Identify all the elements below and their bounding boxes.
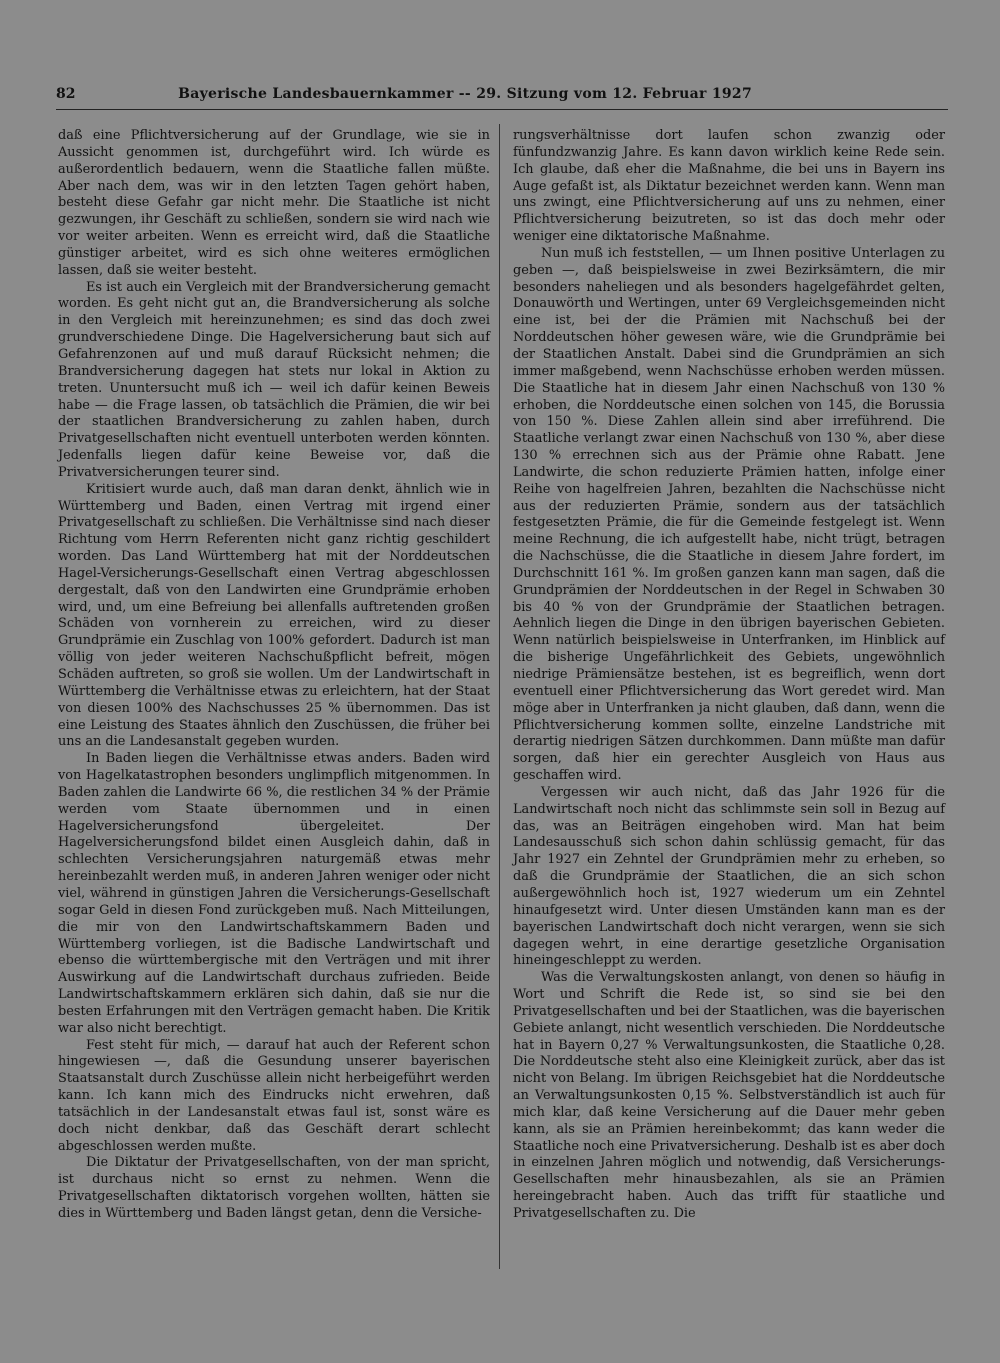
left-column [58,128,490,1223]
paragraph: daß eine Pflichtversicherung auf der Grundlage, wie sie in Aussicht genommen ist, durchgeführt wird. Ich würde es außerordentlich bedauern, wenn die Staatliche fallen müßte. Aber nach dem, was wir in den letzten Tagen gehört haben, besteht diese Gefahr gar nicht mehr. Die Staatliche ist nicht gezwungen, ihr Geschäft zu schließen, sondern sie wird nach wie vor weiter arbeiten. Wenn es erreicht wird, daß die Staatliche günstiger arbeitet, wird es sich ohne weiteres ermöglichen lassen, daß sie weiter besteht. [58,128,490,278]
paragraph: rungsverhältnisse dort laufen schon zwanzig oder fünfundzwanzig Jahre. Es kann davon wirklich keine Rede sein. Ich glaube, daß eher die Maßnahme, die bei uns in Bayern ins Auge gefaßt ist, als Diktatur bezeichnet werden kann. Wenn man uns zwingt, eine Pflichtversicherung auf uns zu nehmen, einer Pflichtversicherung beizutreten, so ist das doch mehr oder weniger eine diktatorische Maßnahme. [513,128,945,245]
paragraph: Vergessen wir auch nicht, daß das Jahr 1926 für die Landwirtschaft noch nicht das schlimmste sein soll in Bezug auf das, was an Beiträgen eingehoben wird. Man hat beim Landesausschuß sich schon dahin schlüssig gemacht, für das Jahr 1927 ein Zehntel der Grundprämien mehr zu erheben, so daß die Grundprämie der Staatlichen, die an sich schon außergewöhnlich hoch ist, 1927 wiederum um ein Zehntel hinaufgesetzt wird. Unter diesen Umständen kann man es der bayerischen Landwirtschaft doch nicht verargen, wenn sie sich dagegen wehrt, in eine derartige gesetzliche Organisation hineingeschleppt zu werden. [513,784,945,969]
right-column [513,128,945,1223]
paragraph: Was die Verwaltungskosten anlangt, von denen so häufig in Wort und Schrift die Rede ist, so sind sie bei den Privatgesellschaften und bei der Staatlichen, was die bayerischen Gebiete anlangt, nicht wesentlich verschieden. Die Norddeutsche hat in Bayern 0,27 % Verwaltungsunkosten, die Staatliche 0,28. Die Norddeutsche steht also eine Kleinigkeit zurück, aber das ist nicht von Belang. Im übrigen Reichsgebiet hat die Norddeutsche an Verwaltungsunkosten 0,15 %. Selbstverständlich ist auch für mich klar, daß keine Versicherung auf die Dauer mehr geben kann, als sie an Prämien hereinbekommt; das kann weder die Staatliche noch eine Privatversicherung. Deshalb ist es aber doch in einzelnen Jahren möglich und notwendig, daß Versicherungs-Gesellschaften mehr hinausbezahlen, als sie an Prämien hereingebracht haben. Auch das trifft für staatliche und Privatgesellschaften zu. Die [513,970,945,1221]
paragraph: Es ist auch ein Vergleich mit der Brandversicherung gemacht worden. Es geht nicht gut an, die Brandversicherung als solche in den Vergleich mit hereinzunehmen; es sind das doch zwei grundverschiedene Dinge. Die Hagelversicherung baut sich auf Gefahrenzonen auf und muß darauf Rücksicht nehmen; die Brandversicherung dagegen hat stets nur lokal in Aktion zu treten. Ununtersucht muß ich — weil ich dafür keinen Beweis habe — die Frage lassen, ob tatsächlich die Prämien, die wir bei der staatlichen Brandversicherung zu zahlen haben, durch Privatgesellschaften nicht eventuell unterboten werden könnten. Jedenfalls liegen dafür keine Beweise vor, daß die Privatversicherungen teurer sind. [58,279,490,480]
column-divider [499,124,500,1269]
paragraph: In Baden liegen die Verhältnisse etwas anders. Baden wird von Hagelkatastrophen besonders unglimpflich mitgenommen. In Baden zahlen die Landwirte 66 %, die restlichen 34 % der Prämie werden vom Staate übernommen und in einen Hagelversicherungsfond übergeleitet. Der Hagelversicherungsfond bildet einen Ausgleich dahin, daß in schlechten Versicherungsjahren naturgemäß etwas mehr hereinbezahlt werden muß, in anderen Jahren weniger oder nicht viel, während in günstigen Jahren die Versicherungs-Gesellschaft sogar Geld in diesen Fond zurückgeben muß. Nach Mitteilungen, die mir von den Landwirtschaftskammern Baden und Württemberg vorliegen, ist die Badische Landwirtschaft und ebenso die württembergische mit den Verträgen und mit ihrer Auswirkung auf die Landwirtschaft durchaus zufrieden. Beide Landwirtschaftskammern erklären sich dahin, daß sie nur die besten Erfahrungen mit den Verträgen gemacht haben. Die Kritik war also nicht berechtigt. [58,751,490,1036]
paragraph: Fest steht für mich, — darauf hat auch der Referent schon hingewiesen —, daß die Gesundung unserer bayerischen Staatsanstalt durch Zuschüsse allein nicht herbeigeführt werden kann. Ich kann mich des Eindrucks nicht erwehren, daß tatsächlich in der Landesanstalt etwas faul ist, sonst wäre es doch nicht denkbar, daß das Geschäft derart schlecht abgeschlossen werden mußte. [58,1037,490,1154]
paragraph: Nun muß ich feststellen, — um Ihnen positive Unterlagen zu geben —, daß beispielsweise in zwei Bezirksämtern, die mir besonders naheliegen und als besonders hagelgefährdet gelten, Donauwörth und Wertingen, unter 69 Vergleichsgemeinden nicht eine ist, bei der die Prämien mit Nachschuß bei der Norddeutschen höher gewesen wäre, wie die Grundprämie bei der Staatlichen Anstalt. Dabei sind die Grundprämien an sich immer maßgebend, wenn Nachschüsse erhoben werden müssen. Die Staatliche hat in diesem Jahr einen Nachschuß von 130 % erhoben, die Norddeutsche einen solchen von 145, die Borussia von 150 %. Diese Zahlen allein sind aber irreführend. Die Staatliche verlangt zwar einen Nachschuß von 130 %, aber diese 130 % errechnen sich aus der Prämie ohne Rabatt. Jene Landwirte, die schon reduzierte Prämien hatten, infolge einer Reihe von hagelfreien Jahren, bezahlten die Nachschüsse nicht aus der reduzierten Prämie, sondern aus der tatsächlich festgesetzten Prämie, die für die Gemeinde festgelegt ist. Wenn meine Rechnung, die ich aufgestellt habe, nicht trügt, betragen die Nachschüsse, die die Staatliche in diesem Jahre fordert, im Durchschnitt 161 %. Im großen ganzen kann man sagen, daß die Grundprämien der Norddeutschen in der Regel in Schwaben 30 bis 40 % von der Grundprämie der Staatlichen betragen. Aehnlich liegen die Dinge in den übrigen bayerischen Gebieten. Wenn natürlich beispielsweise in Unterfranken, im Hinblick auf die bisherige Ungefährlichkeit des Gebiets, ungewöhnlich niedrige Prämiensätze bestehen, ist es begreiflich, wenn dort eventuell einer Pflichtversicherung das Wort geredet wird. Man möge aber in Unterfranken ja nicht glauben, daß dann, wenn die Pflichtversicherung kommen sollte, einzelne Landstriche mit derartig niedrigen Sätzen durchkommen. Dann müßte man dafür sorgen, daß hier ein gerechter Ausgleich von Haus aus geschaffen wird. [513,245,945,784]
page-number: 82 [56,86,76,102]
header-rule [56,109,948,110]
paragraph: Kritisiert wurde auch, daß man daran denkt, ähnlich wie in Württemberg und Baden, einen Vertrag mit irgend einer Privatgesellschaft zu schließen. Die Verhältnisse sind nach dieser Richtung vom Herrn Referenten nicht ganz richtig geschildert worden. Das Land Württemberg hat mit der Norddeutschen Hagel-Versicherungs-Gesellschaft einen Vertrag abgeschlossen dergestalt, daß von den Landwirten eine Grundprämie erhoben wird, und, um eine Befreiung bei allenfalls auftretenden großen Schäden von vornherein zu erreichen, wird zu dieser Grundprämie ein Zuschlag von 100% gefordert. Dadurch ist man völlig von jeder weiteren Nachschußpflicht befreit, mögen Schäden auftreten, so groß sie wollen. Um der Landwirtschaft in Württemberg die Verhältnisse etwas zu erleichtern, hat der Staat von diesen 100% des Nachschusses 25 % übernommen. Das ist eine Leistung des Staates ähnlich den Zuschüssen, die früher bei uns an die Landesanstalt gegeben wurden. [58,481,490,750]
paragraph: Die Diktatur der Privatgesellschaften, von der man spricht, ist durchaus nicht so ernst zu nehmen. Wenn die Privatgesellschaften diktatorisch vorgehen wollten, hätten sie dies in Württemberg und Baden längst getan, denn die Versiche- [58,1155,490,1221]
running-head: Bayerische Landesbauernkammer -- 29. Sitzung vom 12. Februar 1927 [178,86,752,102]
